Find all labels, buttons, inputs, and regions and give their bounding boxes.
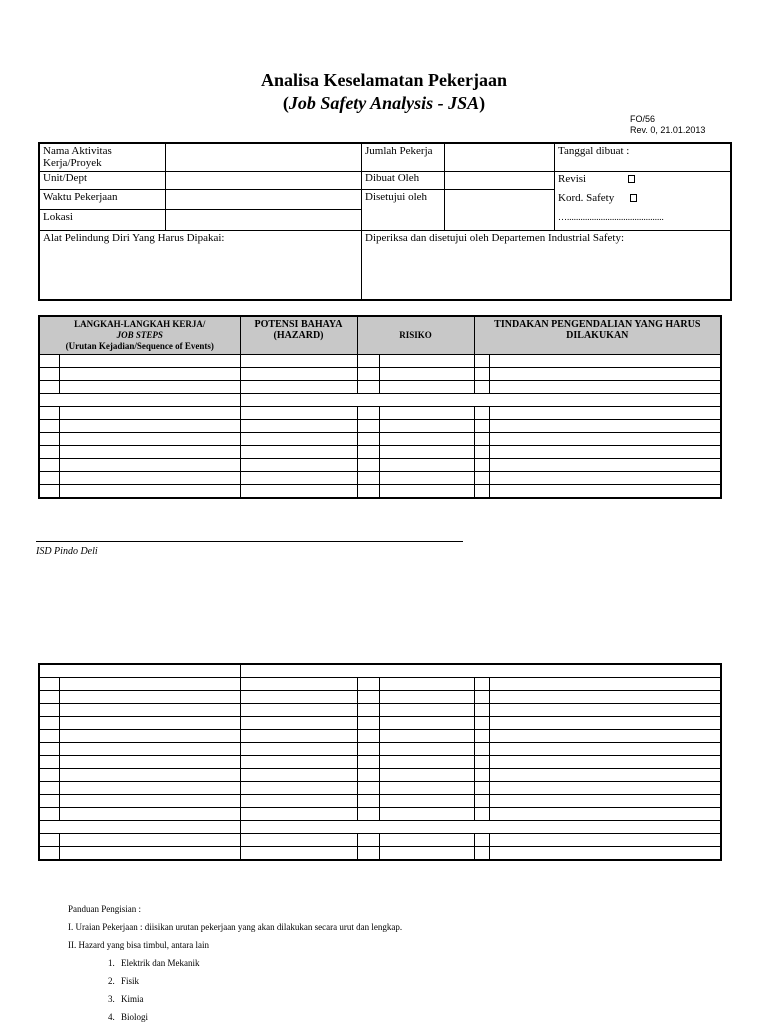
page-subtitle: [0, 93, 768, 114]
label-nama-aktivitas: [40, 144, 115, 170]
jsa-cell[interactable]: [489, 472, 721, 485]
jsa-cell[interactable]: [59, 769, 240, 782]
section-cell[interactable]: [240, 394, 721, 407]
jsa-cell[interactable]: [489, 485, 721, 499]
jsa-cell[interactable]: [59, 704, 240, 717]
jsa-cell[interactable]: [489, 808, 721, 821]
jsa-row: [39, 769, 721, 782]
form-code: FO/56: [630, 114, 656, 124]
jsa-cell[interactable]: [474, 834, 489, 847]
jsa-cell[interactable]: [59, 485, 240, 499]
jsa-cell[interactable]: [474, 485, 489, 499]
jsa-cell[interactable]: [474, 730, 489, 743]
jsa-header-row: [39, 316, 721, 355]
guide-heading: Panduan Pengisian :: [68, 904, 141, 914]
jsa-cell[interactable]: [379, 459, 474, 472]
form-revision: Rev. 0, 21.01.2013: [630, 125, 706, 135]
jsa-cell[interactable]: [474, 704, 489, 717]
jsa-row: [39, 704, 721, 717]
jsa-row: [39, 446, 721, 459]
jsa-row: [39, 756, 721, 769]
filling-guide: [68, 900, 402, 1026]
label-nama-aktivitas-line2: Kerja/Proyek: [43, 157, 102, 169]
jsa-cell[interactable]: [379, 743, 474, 756]
jsa-cell[interactable]: [59, 782, 240, 795]
jsa-cell[interactable]: [39, 743, 59, 756]
lokasi-field[interactable]: [166, 210, 361, 230]
nama-aktivitas-field[interactable]: [166, 144, 361, 171]
jsa-cell[interactable]: [379, 847, 474, 861]
jsa-row: [39, 795, 721, 808]
jsa-cell[interactable]: [357, 730, 379, 743]
jsa-cell[interactable]: [39, 769, 59, 782]
jsa-row: [39, 407, 721, 420]
jsa-cell[interactable]: [357, 756, 379, 769]
label-nama-aktivitas-line1: Nama Aktivitas: [43, 145, 112, 157]
jsa-cell[interactable]: [474, 808, 489, 821]
kord-safety-checkbox[interactable]: [630, 194, 637, 202]
jsa-cell[interactable]: [357, 704, 379, 717]
label-dibuat-oleh: Dibuat Oleh: [365, 172, 420, 184]
jsa-cell[interactable]: [379, 472, 474, 485]
jsa-cell[interactable]: [240, 756, 357, 769]
jsa-section-row: [39, 821, 721, 834]
jsa-cell[interactable]: [59, 420, 240, 433]
jsa-row: [39, 420, 721, 433]
dibuat-oleh-field[interactable]: [445, 171, 554, 189]
header-job-steps-line1: LANGKAH-LANGKAH KERJA/: [74, 319, 206, 329]
jsa-cell[interactable]: [357, 472, 379, 485]
section-cell[interactable]: [39, 394, 240, 407]
jsa-cell[interactable]: [474, 756, 489, 769]
jsa-cell[interactable]: [489, 678, 721, 691]
jsa-cell[interactable]: [379, 756, 474, 769]
jsa-cell[interactable]: [39, 756, 59, 769]
jsa-cell[interactable]: [489, 420, 721, 433]
unit-dept-field[interactable]: [166, 171, 361, 189]
jsa-cell[interactable]: [474, 433, 489, 446]
jsa-cell[interactable]: [240, 446, 357, 459]
jsa-cell[interactable]: [379, 368, 474, 381]
header-job-steps-line2: JOB STEPS: [116, 330, 163, 340]
jsa-cell[interactable]: [357, 743, 379, 756]
hazard-list-item: 1. Elektrik dan Mekanik: [117, 954, 402, 972]
jsa-cell[interactable]: [39, 717, 59, 730]
jsa-row: [39, 433, 721, 446]
header-hazard-line2: (HAZARD): [273, 330, 324, 341]
jsa-cell[interactable]: [489, 704, 721, 717]
signature-dots: …...........................................: [558, 212, 664, 222]
jsa-cell[interactable]: [357, 808, 379, 821]
jsa-cell[interactable]: [489, 355, 721, 368]
jsa-cell[interactable]: [489, 756, 721, 769]
hazard-list-item: 2. Fisik: [117, 972, 402, 990]
jsa-cell[interactable]: [474, 691, 489, 704]
company-name: ISD Pindo Deli: [36, 546, 98, 557]
jsa-section-row: [39, 394, 721, 407]
jsa-row: [39, 678, 721, 691]
jsa-row: [39, 782, 721, 795]
jsa-cell[interactable]: [379, 691, 474, 704]
header-risk-text: RISIKO: [399, 330, 432, 340]
jsa-cell[interactable]: [474, 355, 489, 368]
header-job-steps: [39, 316, 240, 355]
jsa-cell[interactable]: [474, 795, 489, 808]
jsa-row: [39, 368, 721, 381]
jsa-cell[interactable]: [357, 459, 379, 472]
label-lokasi: Lokasi: [43, 211, 73, 223]
jsa-cell[interactable]: [379, 381, 474, 394]
jsa-table-continued: [38, 663, 722, 861]
jsa-table: [38, 315, 722, 499]
jsa-cell[interactable]: [59, 834, 240, 847]
jsa-cell[interactable]: [39, 420, 59, 433]
jsa-cell[interactable]: [357, 433, 379, 446]
info-table: [38, 142, 732, 301]
jsa-cell[interactable]: [379, 782, 474, 795]
subtitle-italic: Job Safety Analysis - JSA: [288, 93, 480, 113]
jsa-cell[interactable]: [489, 691, 721, 704]
jsa-cell[interactable]: [39, 446, 59, 459]
jsa-row: [39, 717, 721, 730]
jsa-cell[interactable]: [59, 472, 240, 485]
jsa-cell[interactable]: [474, 847, 489, 861]
jsa-cell[interactable]: [39, 730, 59, 743]
jsa-cell[interactable]: [59, 756, 240, 769]
jsa-cell[interactable]: [39, 407, 59, 420]
label-revisi: Revisi: [558, 173, 587, 185]
label-diperiksa: Diperiksa dan disetujui oleh Departemen Industrial Safety:: [365, 232, 625, 244]
form-code-block: [630, 114, 705, 136]
jsa-cell[interactable]: [39, 459, 59, 472]
jsa-cell[interactable]: [489, 368, 721, 381]
jsa-cell[interactable]: [489, 730, 721, 743]
jsa-cell[interactable]: [379, 355, 474, 368]
jsa-cell[interactable]: [474, 743, 489, 756]
footer-line: [36, 541, 463, 542]
jsa-row: [39, 459, 721, 472]
jsa-cell[interactable]: [240, 420, 357, 433]
jsa-cell[interactable]: [240, 717, 357, 730]
hazard-list: [68, 954, 402, 1026]
jsa-cell[interactable]: [474, 459, 489, 472]
jsa-cell[interactable]: [357, 717, 379, 730]
jsa-cell[interactable]: [240, 847, 357, 861]
jsa-cell[interactable]: [379, 704, 474, 717]
jsa-cell[interactable]: [357, 782, 379, 795]
jsa-cell[interactable]: [39, 808, 59, 821]
jsa-cell[interactable]: [474, 368, 489, 381]
jsa-cell[interactable]: [474, 782, 489, 795]
jsa-cell[interactable]: [240, 678, 357, 691]
hazard-list-item: 3. Kimia: [117, 990, 402, 1008]
label-tanggal-dibuat: Tanggal dibuat :: [558, 145, 630, 157]
jsa-cell[interactable]: [59, 368, 240, 381]
jsa-cell[interactable]: [59, 743, 240, 756]
jsa-cell[interactable]: [489, 847, 721, 861]
jsa-cell[interactable]: [357, 381, 379, 394]
kord-safety-row: [555, 191, 640, 205]
jsa-cell[interactable]: [240, 381, 357, 394]
jsa-row: [39, 472, 721, 485]
jsa-cell[interactable]: [379, 485, 474, 499]
jsa-cell[interactable]: [59, 433, 240, 446]
jsa-cell[interactable]: [240, 472, 357, 485]
jsa-cell[interactable]: [379, 433, 474, 446]
header-hazard: [240, 316, 357, 355]
jsa-row: [39, 834, 721, 847]
jsa-cell[interactable]: [59, 355, 240, 368]
jsa-cell[interactable]: [59, 730, 240, 743]
jsa-row: [39, 847, 721, 861]
jsa-row: [39, 355, 721, 368]
jsa-cell[interactable]: [474, 381, 489, 394]
jsa-cell[interactable]: [39, 782, 59, 795]
jsa-cell[interactable]: [489, 769, 721, 782]
jsa-cell[interactable]: [474, 472, 489, 485]
apd-field[interactable]: [40, 231, 361, 301]
jsa-cell[interactable]: [357, 407, 379, 420]
guide-item-2: II. Hazard yang bisa timbul, antara lain: [68, 940, 209, 950]
jsa-cell[interactable]: [357, 355, 379, 368]
header-control-line1: TINDAKAN PENGENDALIAN YANG HARUS: [494, 319, 701, 330]
jsa-cell[interactable]: [39, 795, 59, 808]
section-cell[interactable]: [240, 664, 721, 678]
jsa-cell[interactable]: [489, 446, 721, 459]
jsa-cell[interactable]: [59, 717, 240, 730]
jsa-cell[interactable]: [59, 808, 240, 821]
jsa-cell[interactable]: [39, 472, 59, 485]
jsa-section-row: [39, 664, 721, 678]
jsa-cell[interactable]: [240, 368, 357, 381]
hazard-list-item: 4. Biologi: [117, 1008, 402, 1026]
subtitle-open: (: [282, 93, 289, 113]
header-hazard-line1: POTENSI BAHAYA: [254, 319, 343, 330]
jsa-cell[interactable]: [240, 691, 357, 704]
jsa-row: [39, 743, 721, 756]
jsa-cell[interactable]: [240, 355, 357, 368]
jsa-cell[interactable]: [489, 717, 721, 730]
jsa-cell[interactable]: [240, 743, 357, 756]
jsa-row: [39, 730, 721, 743]
jsa-cell[interactable]: [474, 717, 489, 730]
label-unit-dept: Unit/Dept: [43, 172, 87, 184]
jsa-cell[interactable]: [379, 834, 474, 847]
jsa-cell[interactable]: [39, 368, 59, 381]
jsa-cell[interactable]: [489, 407, 721, 420]
jsa-cell[interactable]: [474, 420, 489, 433]
jsa-cell[interactable]: [59, 678, 240, 691]
jsa-cell[interactable]: [379, 795, 474, 808]
jsa-cell[interactable]: [357, 678, 379, 691]
waktu-pekerjaan-field[interactable]: [166, 190, 361, 209]
jsa-cell[interactable]: [357, 368, 379, 381]
jsa-cell[interactable]: [39, 678, 59, 691]
jsa-cell[interactable]: [379, 407, 474, 420]
jsa-cell[interactable]: [489, 743, 721, 756]
jsa-cell[interactable]: [489, 433, 721, 446]
header-risk: [357, 316, 474, 355]
jsa-cell[interactable]: [357, 485, 379, 499]
jsa-cell[interactable]: [39, 847, 59, 861]
jsa-cell[interactable]: [59, 795, 240, 808]
label-apd: Alat Pelindung Diri Yang Harus Dipakai:: [43, 232, 225, 244]
jsa-cell[interactable]: [489, 795, 721, 808]
jsa-cell[interactable]: [379, 678, 474, 691]
jsa-cell[interactable]: [357, 834, 379, 847]
jsa-cell[interactable]: [240, 485, 357, 499]
label-jumlah-pekerja: Jumlah Pekerja: [365, 145, 433, 157]
label-kord-safety: Kord. Safety: [558, 192, 615, 204]
jsa-cell[interactable]: [379, 446, 474, 459]
jsa-cell[interactable]: [474, 678, 489, 691]
jsa-cell[interactable]: [489, 381, 721, 394]
jsa-cell[interactable]: [379, 717, 474, 730]
jsa-cell[interactable]: [240, 795, 357, 808]
jsa-row: [39, 485, 721, 499]
jsa-cell[interactable]: [59, 446, 240, 459]
jsa-cell[interactable]: [357, 691, 379, 704]
jsa-cell[interactable]: [379, 808, 474, 821]
diperiksa-field[interactable]: [362, 231, 732, 301]
section-cell[interactable]: [39, 821, 240, 834]
jsa-cell[interactable]: [39, 834, 59, 847]
section-cell[interactable]: [240, 821, 721, 834]
jsa-cell[interactable]: [379, 730, 474, 743]
jsa-cell[interactable]: [240, 808, 357, 821]
jumlah-pekerja-field[interactable]: [445, 144, 554, 171]
guide-item-1: I. Uraian Pekerjaan : diisikan urutan pekerjaan yang akan dilakukan secara urut dan lengkap.: [68, 922, 403, 932]
jsa-cell[interactable]: [59, 459, 240, 472]
jsa-cell[interactable]: [240, 459, 357, 472]
jsa-row: [39, 381, 721, 394]
jsa-cell[interactable]: [489, 459, 721, 472]
jsa-cell[interactable]: [240, 834, 357, 847]
jsa-cell[interactable]: [39, 704, 59, 717]
label-waktu-pekerjaan: Waktu Pekerjaan: [43, 191, 118, 203]
page-title: Analisa Keselamatan Pekerjaan: [261, 70, 507, 90]
header-job-steps-line3: (Urutan Kejadian/Sequence of Events): [65, 341, 214, 351]
revisi-checkbox[interactable]: [628, 175, 635, 183]
jsa-cell[interactable]: [59, 691, 240, 704]
jsa-cell[interactable]: [474, 407, 489, 420]
jsa-cell[interactable]: [240, 730, 357, 743]
section-cell[interactable]: [39, 664, 240, 678]
jsa-cell[interactable]: [489, 782, 721, 795]
jsa-cell[interactable]: [59, 407, 240, 420]
jsa-cell[interactable]: [39, 355, 59, 368]
jsa-cell[interactable]: [59, 847, 240, 861]
jsa-cell[interactable]: [240, 433, 357, 446]
jsa-cell[interactable]: [357, 847, 379, 861]
disetujui-oleh-field[interactable]: [445, 190, 554, 230]
jsa-cell[interactable]: [474, 769, 489, 782]
jsa-row: [39, 808, 721, 821]
jsa-cell[interactable]: [240, 704, 357, 717]
jsa-cell[interactable]: [39, 485, 59, 499]
revisi-row: [555, 172, 638, 186]
label-disetujui-oleh: Disetujui oleh: [365, 191, 428, 203]
jsa-cell[interactable]: [379, 420, 474, 433]
jsa-cell[interactable]: [59, 381, 240, 394]
header-control-line2: DILAKUKAN: [566, 330, 629, 341]
jsa-cell[interactable]: [39, 381, 59, 394]
jsa-cell[interactable]: [39, 433, 59, 446]
jsa-cell[interactable]: [357, 420, 379, 433]
jsa-cell[interactable]: [379, 769, 474, 782]
jsa-cell[interactable]: [39, 691, 59, 704]
jsa-cell[interactable]: [357, 769, 379, 782]
subtitle-close: ): [479, 93, 486, 113]
jsa-cell[interactable]: [240, 782, 357, 795]
jsa-cell[interactable]: [357, 446, 379, 459]
jsa-cell[interactable]: [357, 795, 379, 808]
jsa-cell[interactable]: [474, 446, 489, 459]
jsa-cell[interactable]: [240, 407, 357, 420]
jsa-row: [39, 691, 721, 704]
header-control: [474, 316, 721, 355]
jsa-cell[interactable]: [240, 769, 357, 782]
jsa-cell[interactable]: [489, 834, 721, 847]
